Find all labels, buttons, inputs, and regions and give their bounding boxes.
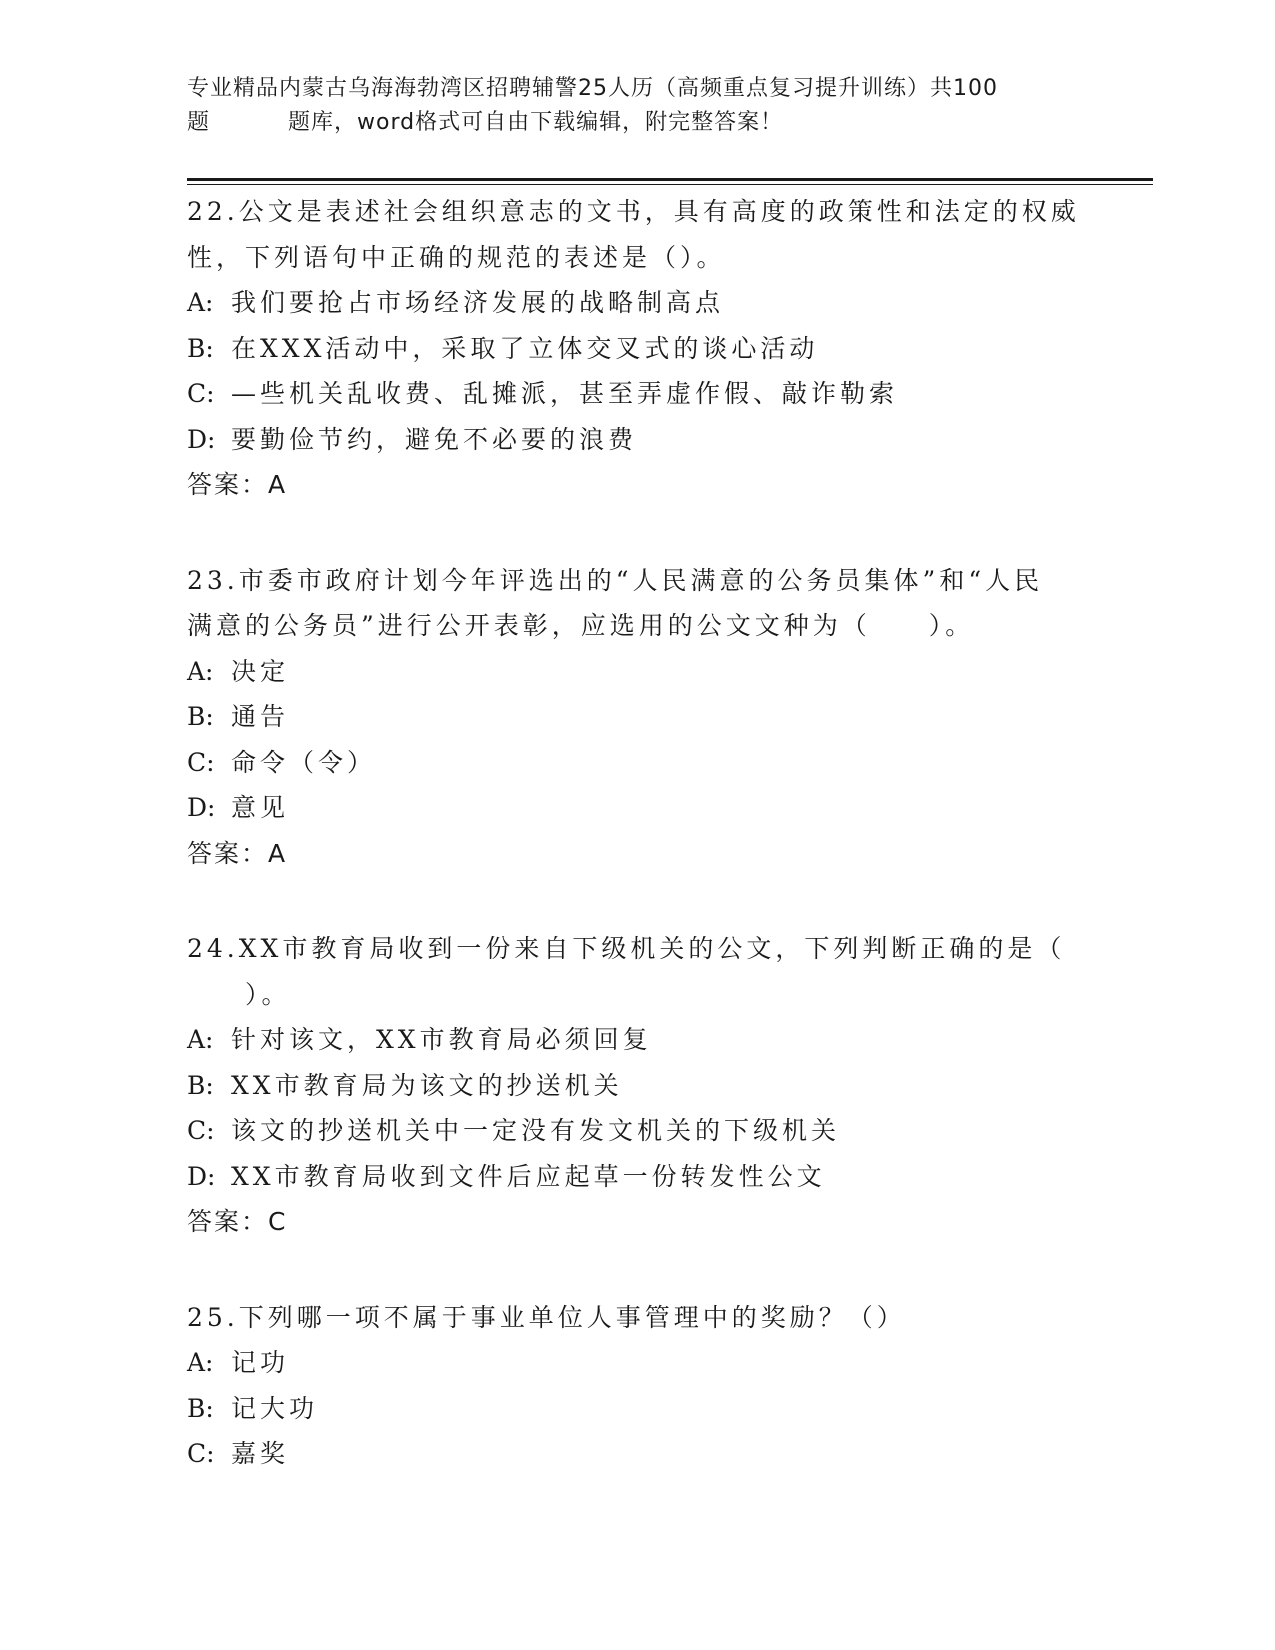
option-key: A: [187,656,214,686]
option-key: B: [187,1070,214,1100]
option-key: C: [187,379,215,408]
header-line-1: 专业精品内蒙古乌海海勃湾区招聘辅警25人历（高频重点复习提升训练）共100 [187,76,998,101]
option-text: XX市教育局为该文的抄送机关 [231,1070,623,1100]
option-key: D: [187,1161,216,1191]
option-text: 嘉奖 [231,1439,290,1468]
question-stem-line: 24.XX市教育局收到一份来自下级机关的公文，下列判断正确的是（ [187,934,1066,963]
option-text: 该文的抄送机关中一定没有发文机关的下级机关 [231,1116,841,1145]
option-key: B: [187,1393,214,1423]
option-text: 针对该文，XX市教育局必须回复 [231,1025,652,1054]
document-header [187,72,1087,140]
option-a [187,280,1087,326]
option-b [187,326,1087,372]
header-line-2-left: 题 [187,110,211,135]
header-divider-thin [187,184,1153,185]
answer-line: 答案：C [187,1207,288,1236]
header-divider-thick [187,178,1153,181]
question-stem-line: 25.下列哪一项不属于事业单位人事管理中的奖励？（） [187,1302,906,1332]
question-stem-line: 22.公文是表述社会组织意志的文书，具有高度的政策性和法定的权威 [187,197,1080,226]
option-key: D: [187,424,216,454]
option-text: 决定 [231,656,290,686]
option-text: —些机关乱收费、乱摊派，甚至弄虚作假、敲诈勒索 [231,379,899,408]
question-22 [187,189,1087,508]
option-c [187,1108,1087,1154]
question-stem-line: ）。 [187,979,291,1009]
option-key: C: [187,1116,215,1145]
question-25 [187,1295,1087,1477]
option-key: C: [187,747,215,777]
option-text: 要勤俭节约，避免不必要的浪费 [231,424,638,454]
option-text: 通告 [231,702,290,731]
option-text: 我们要抢占市场经济发展的战略制高点 [231,288,725,317]
question-24 [187,926,1087,1245]
option-b [187,1386,1087,1432]
option-text: 意见 [231,793,290,822]
question-list [187,189,1087,1527]
option-c [187,371,1087,417]
option-a [187,649,1087,695]
option-text: 记功 [231,1348,290,1377]
option-c [187,740,1087,786]
option-key: B: [187,702,214,731]
option-text: 在XXX活动中，采取了立体交叉式的谈心活动 [231,333,819,363]
option-key: A: [187,1348,214,1377]
option-d [187,785,1087,831]
option-a [187,1017,1087,1063]
option-c [187,1431,1087,1477]
option-key: D: [187,793,216,822]
option-key: C: [187,1439,215,1468]
question-23 [187,558,1087,877]
option-b [187,694,1087,740]
answer-line: 答案：A [187,470,288,499]
question-stem-line: 23.市委市政府计划今年评选出的“人民满意的公务员集体”和“人民 [187,565,1044,595]
option-key: B: [187,333,214,363]
question-stem-line: 性，下列语句中正确的规范的表述是（）。 [187,242,726,272]
option-d [187,1154,1087,1200]
header-line-2-right: 题库，word格式可自由下载编辑，附完整答案！ [288,110,784,135]
option-key: A: [187,288,214,317]
option-b [187,1063,1087,1109]
option-text: 记大功 [231,1393,319,1423]
option-key: A: [187,1025,214,1054]
option-text: 命令（令） [231,747,377,777]
option-d [187,417,1087,463]
option-a [187,1340,1087,1386]
header-line-2 [187,106,1087,140]
question-stem-line: 满意的公务员”进行公开表彰，应选用的公文文种为（ ）。 [187,611,975,640]
answer-line: 答案：A [187,838,288,868]
option-text: XX市教育局收到文件后应起草一份转发性公文 [231,1161,826,1191]
